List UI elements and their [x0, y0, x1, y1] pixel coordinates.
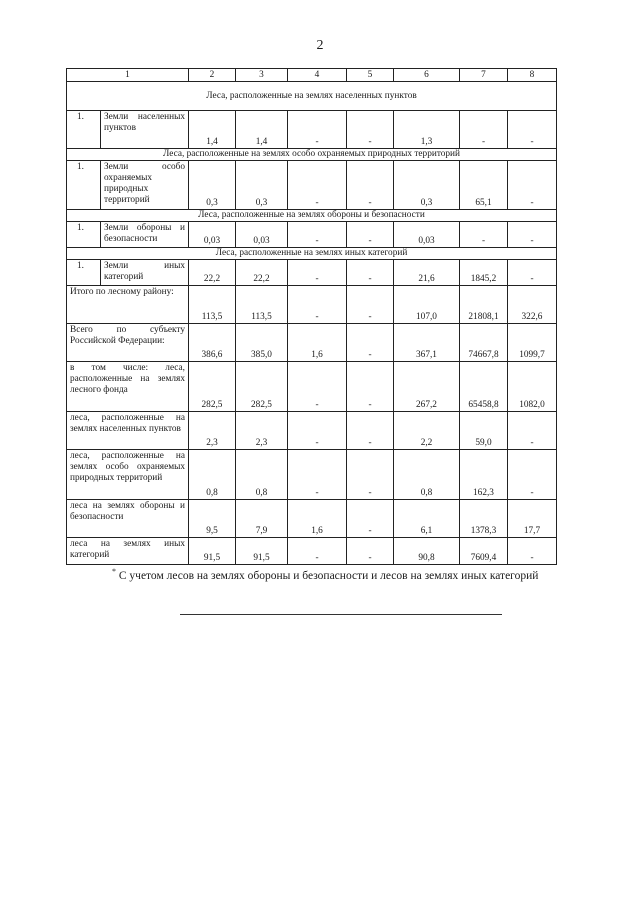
row-label: Итого по лесному району: — [67, 286, 189, 324]
cell: 0,8 — [394, 450, 460, 500]
cell: 1,3 — [394, 111, 460, 149]
cell: 1845,2 — [460, 260, 508, 286]
table-row — [67, 450, 557, 500]
cell: 0,8 — [236, 450, 288, 500]
table-row — [67, 500, 557, 538]
cell: - — [288, 362, 347, 412]
page-number: 2 — [316, 38, 324, 53]
section-title-row — [67, 149, 557, 161]
cell: - — [347, 538, 394, 565]
row-label: леса, расположенные на землях населенных пунктов — [67, 412, 189, 450]
cell: 1099,7 — [508, 324, 557, 362]
row-label: леса на землях обороны и безопасности — [67, 500, 189, 538]
cell: - — [508, 260, 557, 286]
column-header: 2 — [189, 69, 236, 82]
cell: - — [347, 450, 394, 500]
cell: 162,3 — [460, 450, 508, 500]
cell: 21,6 — [394, 260, 460, 286]
row-label: Земли иных категорий — [101, 260, 189, 286]
cell: 17,7 — [508, 500, 557, 538]
cell: - — [288, 111, 347, 149]
row-index: 1. — [67, 111, 101, 149]
cell: 2,2 — [394, 412, 460, 450]
cell: - — [288, 538, 347, 565]
cell: 6,1 — [394, 500, 460, 538]
cell: 113,5 — [189, 286, 236, 324]
cell: - — [288, 161, 347, 210]
table-row — [67, 286, 557, 324]
cell: - — [508, 161, 557, 210]
cell: - — [288, 450, 347, 500]
cell: 65458,8 — [460, 362, 508, 412]
cell: - — [347, 362, 394, 412]
row-label: Всего по субъекту Российской Федерации: — [67, 324, 189, 362]
cell: - — [460, 222, 508, 248]
cell: 74667,8 — [460, 324, 508, 362]
row-index: 1. — [67, 260, 101, 286]
column-header: 4 — [288, 69, 347, 82]
row-label: в том числе: леса, расположенные на землях лесного фонда — [67, 362, 189, 412]
cell: - — [288, 412, 347, 450]
cell: - — [347, 222, 394, 248]
row-index: 1. — [67, 161, 101, 210]
forest-data-table — [66, 68, 557, 565]
table-row — [67, 260, 557, 286]
cell: 282,5 — [236, 362, 288, 412]
cell: 7609,4 — [460, 538, 508, 565]
footnote-mark: * — [112, 567, 116, 576]
cell: 91,5 — [189, 538, 236, 565]
column-header: 5 — [347, 69, 394, 82]
section-title: Леса, расположенные на землях населенных пунктов — [67, 82, 557, 111]
row-index: 1. — [67, 222, 101, 248]
cell: 1082,0 — [508, 362, 557, 412]
cell: 386,6 — [189, 324, 236, 362]
table-row — [67, 412, 557, 450]
table-row — [67, 362, 557, 412]
cell: - — [508, 412, 557, 450]
cell: 91,5 — [236, 538, 288, 565]
cell: 0,3 — [236, 161, 288, 210]
cell: 59,0 — [460, 412, 508, 450]
footnote — [112, 567, 538, 582]
cell: - — [508, 222, 557, 248]
cell: - — [347, 500, 394, 538]
cell: 0,8 — [189, 450, 236, 500]
table-row — [67, 111, 557, 149]
cell: 367,1 — [394, 324, 460, 362]
cell: 2,3 — [236, 412, 288, 450]
cell: - — [347, 161, 394, 210]
cell: - — [288, 260, 347, 286]
footnote-text: С учетом лесов на землях обороны и безопасности и лесов на землях иных категорий — [118, 569, 539, 582]
column-header: 8 — [508, 69, 557, 82]
cell: - — [508, 111, 557, 149]
cell: - — [347, 111, 394, 149]
cell: 267,2 — [394, 362, 460, 412]
section-title-row — [67, 82, 557, 111]
cell: 1378,3 — [460, 500, 508, 538]
cell: 65,1 — [460, 161, 508, 210]
cell: 2,3 — [189, 412, 236, 450]
cell: 90,8 — [394, 538, 460, 565]
section-title: Леса, расположенные на землях иных категорий — [67, 248, 557, 260]
table-row — [67, 538, 557, 565]
cell: 282,5 — [189, 362, 236, 412]
cell: - — [347, 324, 394, 362]
cell: 322,6 — [508, 286, 557, 324]
row-label: Земли населенных пунктов — [101, 111, 189, 149]
column-header: 3 — [236, 69, 288, 82]
cell: 0,3 — [394, 161, 460, 210]
column-header: 1 — [67, 69, 189, 82]
cell: 22,2 — [189, 260, 236, 286]
cell: - — [347, 286, 394, 324]
cell: 107,0 — [394, 286, 460, 324]
cell: - — [347, 260, 394, 286]
cell: - — [288, 286, 347, 324]
cell: - — [288, 222, 347, 248]
cell: 0,03 — [394, 222, 460, 248]
row-label: Земли особо охраняемых природных территорий — [101, 161, 189, 210]
table-row — [67, 222, 557, 248]
section-title: Леса, расположенные на землях обороны и безопасности — [67, 210, 557, 222]
row-label: Земли обороны и безопасности — [101, 222, 189, 248]
cell: 1,4 — [189, 111, 236, 149]
row-label: леса на землях иных категорий — [67, 538, 189, 565]
cell: 22,2 — [236, 260, 288, 286]
cell: 385,0 — [236, 324, 288, 362]
section-title: Леса, расположенные на землях особо охраняемых природных территорий — [67, 149, 557, 161]
cell: 1,4 — [236, 111, 288, 149]
section-title-row — [67, 248, 557, 260]
cell: - — [508, 538, 557, 565]
cell: 0,03 — [236, 222, 288, 248]
column-number-row — [67, 69, 557, 82]
cell: 1,6 — [288, 500, 347, 538]
cell: - — [347, 412, 394, 450]
row-label: леса, расположенные на землях особо охраняемых природных территорий — [67, 450, 189, 500]
table-row — [67, 161, 557, 210]
cell: 9,5 — [189, 500, 236, 538]
cell: 0,3 — [189, 161, 236, 210]
cell: 1,6 — [288, 324, 347, 362]
table-row — [67, 324, 557, 362]
column-header: 6 — [394, 69, 460, 82]
cell: 21808,1 — [460, 286, 508, 324]
cell: - — [508, 450, 557, 500]
cell: 7,9 — [236, 500, 288, 538]
column-header: 7 — [460, 69, 508, 82]
section-title-row — [67, 210, 557, 222]
cell: - — [460, 111, 508, 149]
cell: 113,5 — [236, 286, 288, 324]
divider-line — [180, 614, 502, 615]
cell: 0,03 — [189, 222, 236, 248]
